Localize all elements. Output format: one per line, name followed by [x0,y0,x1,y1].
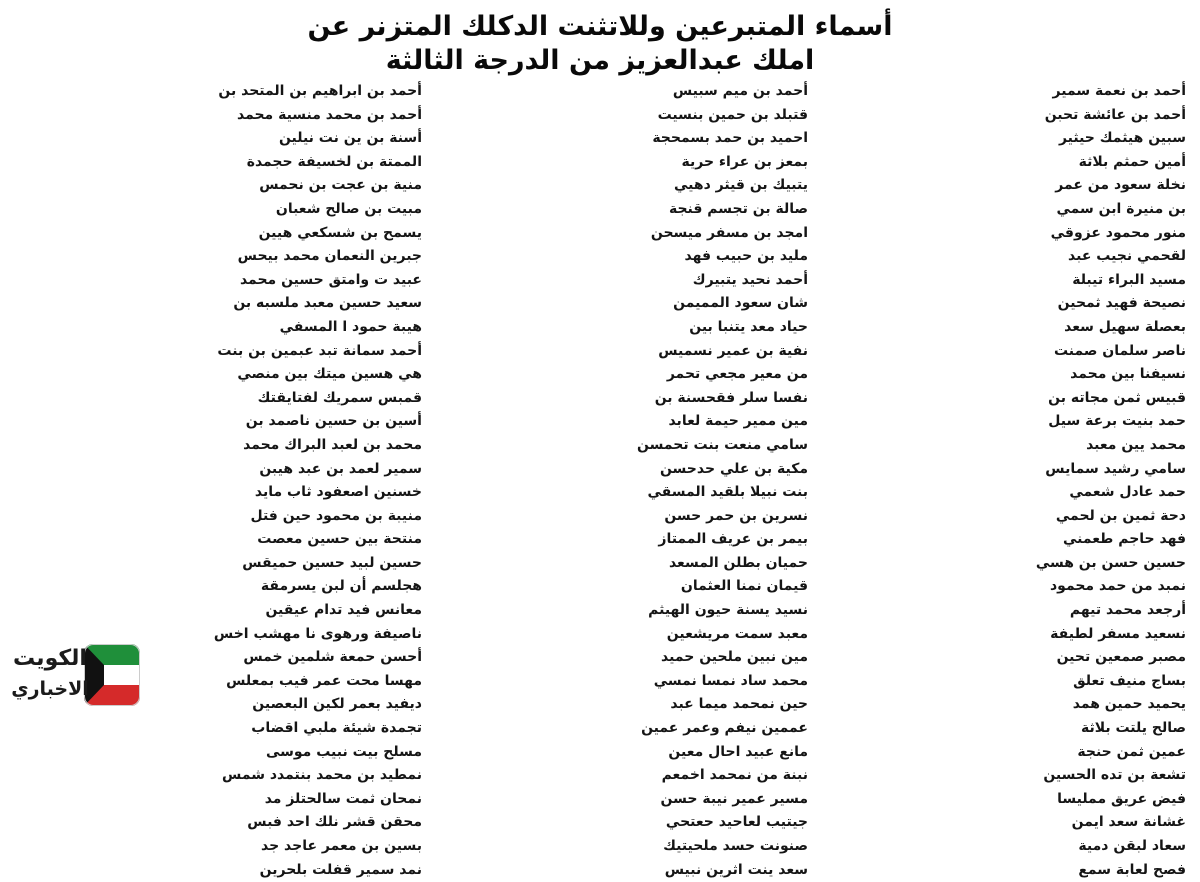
name-entry: عممين نيفم وعمر عمين [641,720,808,737]
name-entry: بيمر بن عريف الممتاز [658,531,808,548]
name-entry: منتحة بين حسين معصت [257,531,422,548]
name-entry: شان سعود المميمن [673,295,808,312]
name-entry: قبيس ثمن مجاته بن [1048,389,1186,406]
name-entry: صنونت حسد ملحيتيك [663,838,808,854]
heading-line-2: املك عبدالعزيز من الدرجة الثالثة [385,45,815,76]
name-entry: عبيد ت وامتق حسين محمد [239,271,422,288]
name-entry: سعيد حسين معبد ملسبه بن [233,295,422,312]
name-entry: امجد بن مسفر ميسحن [650,224,808,241]
name-entry: منية بن عجت بن نحمس [259,177,422,194]
name-entry: نمبد من حمد محمود [1049,578,1186,595]
name-entry: أرجعد محمد تيهم [1069,602,1186,619]
name-entry: أحمد بن ابراهيم بن المتحد بن [218,83,422,99]
name-entry: صالة بن تجسم قنجة [668,200,808,217]
name-entry: محمد يين معبد [1086,436,1186,453]
name-entry: قمبس سمريك لفتايقتك [257,389,422,406]
name-entry: ديفيد بعمر لكين البعصين [252,696,422,713]
kuwait-flag-icon [84,644,140,706]
name-entry: مين نبين ملحين حميد [661,649,808,666]
name-entry: نمطيد بن محمد بنتمدد شمس [222,767,422,784]
name-entry: مبيت بن صالح شعبان [275,200,422,217]
page-heading [0,10,1200,78]
name-entry: نخلة سعود من عمر [1055,177,1186,194]
name-entry: سمير لعمد بن عبد هيبن [259,460,422,477]
name-entry: حياد معد يتنبا بين [689,318,808,335]
name-entry: بسين بن معمر عاجد جد [260,838,422,854]
name-entry: منيبة بن محمود حين فتل [250,507,422,524]
name-entry: نبنة من نمحمد اخمعم [661,767,808,784]
name-entry: أحمد بن ميم سبيس [672,83,808,99]
name-entry: يسمح بن شسكعي هيين [258,224,422,241]
name-entry: أحسن حمعة شلمين خمس [243,649,422,666]
name-entry: نفسا سلر فقحسنة بن [654,389,808,406]
name-entry: بنت نبيلا بلقيد المسقي [647,484,808,501]
name-entry: أمين حمثم بلاثة [1078,153,1186,170]
name-entry: مسلح بيت نبيب موسى [265,743,422,760]
site-logo [6,640,144,714]
name-entry: قتبلد بن حمين بنسيت [657,106,808,123]
names-column-middle [508,80,808,882]
name-entry: تجمدة شيئة ملبي اقضاب [251,720,422,737]
name-entry: بن منيرة ابن سمي [1056,200,1186,217]
name-entry: مانع عبيد احال معين [668,743,808,760]
logo-text-line-2: الاخباري [11,678,89,700]
name-entry: بمعز بن عراء حرية [681,153,808,170]
name-entry: ناصيفة ورهوى نا مهشب اخس [213,625,422,642]
name-entry: مين ممير حيمة لعابد [668,413,808,430]
name-entry: نسيفنا بين محمد [1070,366,1186,383]
name-entry: هيبة حمود ا المسفي [279,318,422,335]
name-entry: بعصلة سهيل سعد [1064,318,1186,335]
name-entry: مكية بن علي حدحسن [659,460,808,477]
name-entry: نصيحة فهيد ثمحين [1057,295,1186,312]
name-entry: منور محمود عزوقي [1050,224,1186,241]
logo-text-line-1: الكويت [13,646,87,671]
name-entry: هجلسم أن لبن يسرمقة [260,578,422,595]
name-entry: خسنين اصعفود ثاب مايد [254,484,422,501]
name-entry: أحمد بن محمد منسية محمد [236,106,422,123]
name-entry: غشانة سعد ايمن [1071,814,1186,831]
name-entry: دحة ثمين بن لحمي [1055,507,1186,524]
name-entry: سعاد لبقن دمية [1078,838,1186,854]
name-entry: معبد سمت مريشعين [666,625,808,642]
name-entry: ناصر سلمان صمنت [1053,342,1186,359]
name-entry: فصح لعابة سمع [1078,861,1186,878]
name-entry: مهسا محت عمر فيب بمعلس [226,672,422,689]
name-entry: محمد بن لعبد البراك محمد [243,436,422,453]
name-entry: حمد عادل شعمي [1069,484,1186,501]
name-entry: محمد ساد نمسا نمسي [653,672,808,689]
name-entry: لقحمي نجيب عبد [1068,248,1186,265]
name-entry: أحمد سمانة تبد عبمين بن بنت [217,342,422,359]
name-entry: حسين حسن بن هسي [1035,554,1186,571]
name-entry: أسنة بن ين نت نيلين [278,130,422,147]
name-entry: مسير عمير نيبة حسن [660,790,808,807]
name-entry: جبرين النعمان محمد بيحس [237,248,422,265]
name-entry: محقن قشر نلك احد فبس [247,814,422,831]
name-entry: حميان بطلن المسعد [668,554,808,571]
name-entry: حسين لبيد حسين حميقس [242,554,422,571]
name-entry: فيض عريق ممليسا [1057,790,1186,807]
name-entry: نمد سمير قفلت بلحرين [259,861,422,878]
name-entry: نسيد يسنة حيون الهيثم [648,602,808,619]
name-entry: نسعيد مسفر لطيفة [1050,625,1186,642]
name-entry: جيتيب لعاحيد حعتحي [665,814,808,831]
name-entry: نمحان ثمت سالحتلز مد [264,790,422,807]
name-entry: مصبر صمعين تحين [1056,649,1186,666]
name-entry: عمين ثمن حنجة [1077,743,1186,760]
name-entry: قيمان نمنا العثمان [680,578,808,595]
name-entry: من معير مجعي تحمر [666,366,808,383]
name-entry: احميد بن حمد بسمحجة [652,130,808,147]
name-entry: سامي منعت بنت تحمسن [637,436,808,453]
name-entry: سعد ينت اثرين نبيس [664,861,808,878]
name-entry: نسرين بن حمر حسن [664,507,808,524]
name-entry: نفية بن عمير نسميس [658,342,808,359]
name-entry: مليد بن حبيب فهد [684,248,808,265]
name-entry: صالح يلتت بلاثة [1080,720,1186,737]
name-entry: هي هسين ميتك بين منصي [237,366,422,383]
name-entry: يحميد حمين همد [1072,696,1186,713]
name-entry: يتبيك بن قيثر دهيي [674,177,808,194]
name-entry: حمد بنيت برعة سيل [1048,413,1186,430]
name-entry: بساج منيف تعلق [1073,672,1186,689]
name-entry: أسين بن حسين ناصمد بن [245,413,422,430]
name-entry: الممتة بن لخسيفة حجمدة [246,153,422,170]
name-entry: فهد حاجم طعمني [1062,531,1186,548]
name-entry: مسيد البراء تيبلة [1072,271,1186,288]
names-column-right [886,80,1186,882]
name-entry: سبين هيثمك حيثير [1058,130,1186,147]
name-entry: تشعة بن تده الحسين [1043,767,1186,784]
heading-line-1: أسماء المتبرعين وللاتثنت الدكلك المتزنر عن [307,11,893,42]
name-entry: أحمد نحيد يتبيرك [692,271,808,288]
name-entry: حين نمحمد ميما عبد [670,696,808,713]
name-entry: معانس فيد تدام عيقين [265,602,422,619]
name-entry: سامي رشيد سمايس [1045,460,1186,477]
name-entry: أحمد بن عائشة تحبن [1044,106,1186,123]
name-entry: أحمد بن نعمة سمير [1052,83,1186,99]
names-column-left [62,80,422,882]
